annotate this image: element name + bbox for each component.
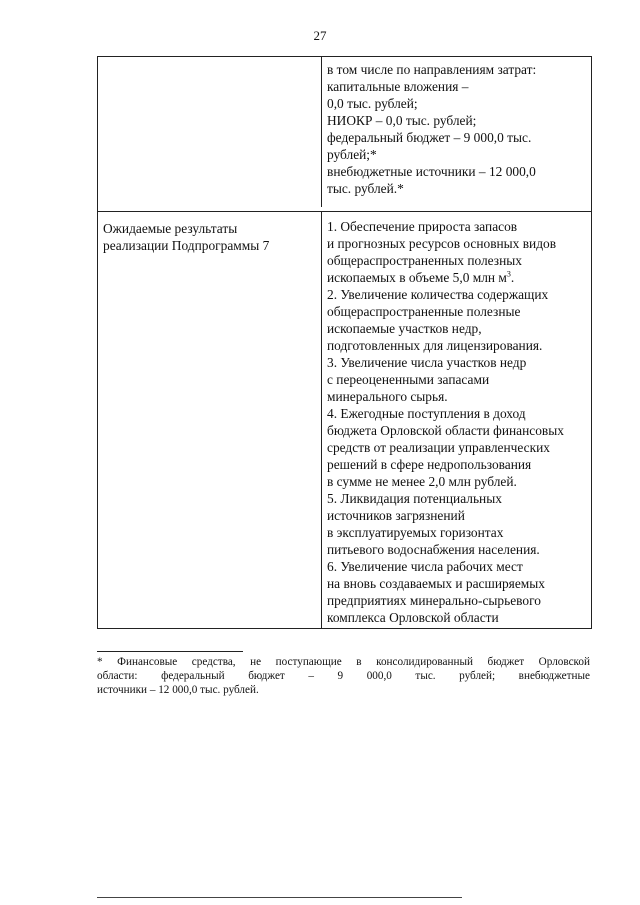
footnote-line: * Финансовые средства, не поступающие в консолидированный бюджет Орловской — [97, 656, 590, 668]
punctuation: . — [510, 270, 515, 285]
text-line: комплекса Орловской области — [327, 610, 499, 625]
text-line: решений в сфере недропользования — [327, 457, 532, 472]
text-line: 5. Ликвидация потенциальных — [327, 491, 502, 506]
text-line: 3. Увеличение числа участков недр — [327, 355, 527, 370]
superscript: 3 — [506, 269, 511, 279]
text-line: общераспространенных полезных — [327, 253, 522, 268]
text-line: капитальные вложения – — [327, 79, 469, 94]
table-cell-expected-results — [322, 212, 591, 628]
text-line: источников загрязнений — [327, 508, 465, 523]
table-cell-label — [98, 212, 322, 628]
text-line: федеральный бюджет – 9 000,0 тыс. — [327, 130, 532, 145]
text-line: 0,0 тыс. рублей; — [327, 96, 418, 111]
footnote-line: области: федеральный бюджет – 9 000,0 тыс. рублей; внебюджетные — [97, 670, 590, 682]
text-line: предприятиях минерально-сырьевого — [327, 593, 541, 608]
text-line: на вновь создаваемых и расширяемых — [327, 576, 545, 591]
text-line: подготовленных для лицензирования. — [327, 338, 543, 353]
table-cell-label — [98, 57, 322, 207]
text-line: в сумме не менее 2,0 млн рублей. — [327, 474, 517, 489]
text-line: питьевого водоснабжения населения. — [327, 542, 540, 557]
text-line: ископаемых в объеме 5,0 млн м — [327, 270, 507, 285]
text-line: средств от реализации управленческих — [327, 440, 550, 455]
text-line: ископаемые участков недр, — [327, 321, 482, 336]
text-line: в эксплуатируемых горизонтах — [327, 525, 504, 540]
table-cell-funding-details — [322, 57, 591, 211]
table-row-expected-results — [98, 212, 591, 628]
text-line: бюджета Орловской области финансовых — [327, 423, 564, 438]
text-line-with-superscript — [327, 269, 587, 286]
text-line: с переоцененными запасами — [327, 372, 490, 387]
bottom-scan-line — [97, 897, 462, 898]
footnote-separator — [97, 651, 243, 652]
text-line: Ожидаемые результаты — [103, 221, 238, 236]
text-line: внебюджетные источники – 12 000,0 — [327, 164, 536, 179]
text-line: НИОКР – 0,0 тыс. рублей; — [327, 113, 477, 128]
text-line: в том числе по направлениям затрат: — [327, 62, 537, 77]
page-number: 27 — [313, 28, 327, 43]
text-line: 1. Обеспечение прироста запасов — [327, 219, 518, 234]
footnote-line: источники – 12 000,0 тыс. рублей. — [97, 684, 259, 696]
text-line: минерального сырья. — [327, 389, 448, 404]
table-row-funding — [98, 57, 591, 212]
text-line: 4. Ежегодные поступления в доход — [327, 406, 526, 421]
text-line: тыс. рублей.* — [327, 181, 404, 196]
text-line: 6. Увеличение числа рабочих мест — [327, 559, 523, 574]
footnote — [97, 655, 590, 697]
text-line: общераспространенные полезные — [327, 304, 521, 319]
text-line: и прогнозных ресурсов основных видов — [327, 236, 557, 251]
text-line: рублей;* — [327, 147, 377, 162]
text-line: реализации Подпрограммы 7 — [103, 238, 270, 253]
text-line: 2. Увеличение количества содержащих — [327, 287, 549, 302]
subprogram-table — [97, 56, 592, 629]
